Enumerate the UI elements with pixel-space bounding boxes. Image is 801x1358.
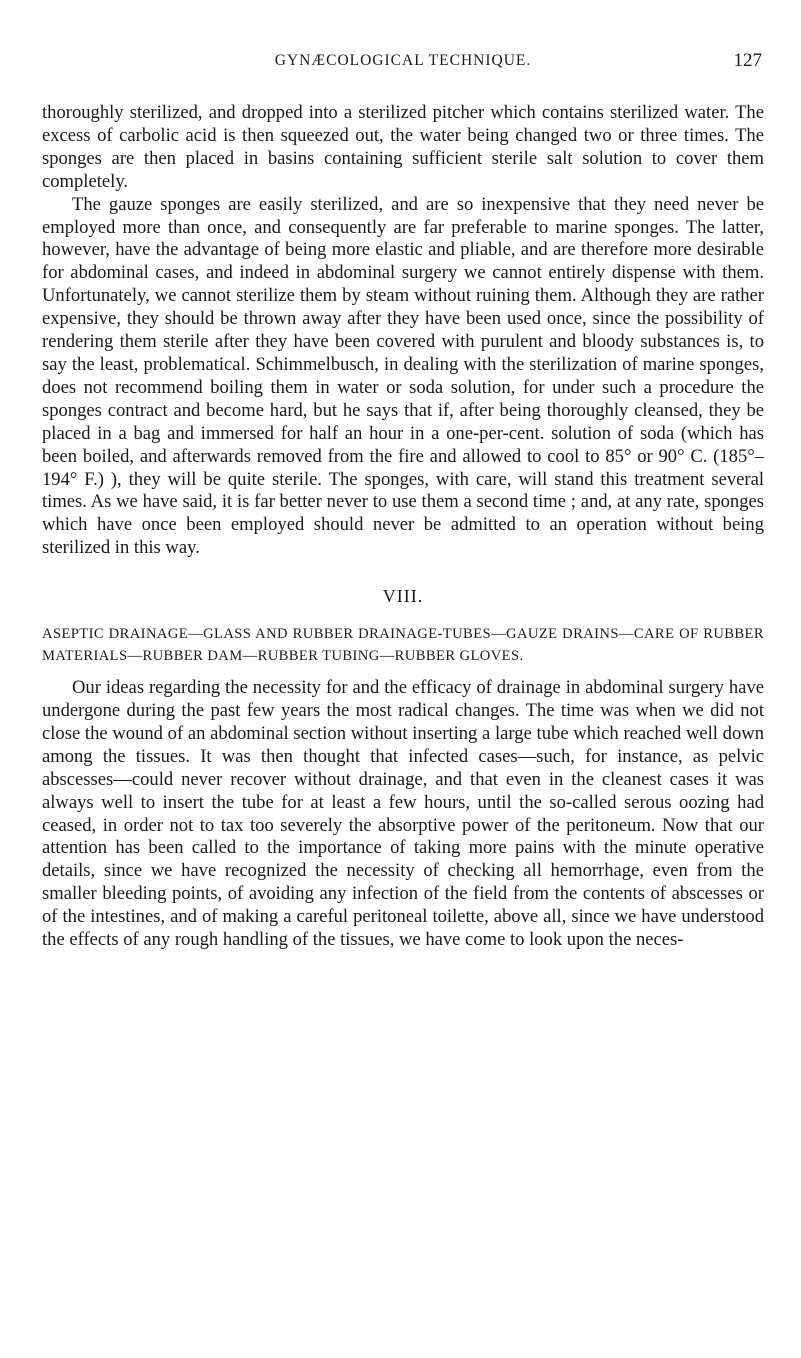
paragraph-sponges: The gauze sponges are easily sterilized, and are so inexpensive that they need never be employed more than once, and consequently are far preferable to marine sponges. The latter, however, have the advantage of being more elastic and pliable, and are therefore more desirable for abdominal cases, and indeed in abdominal surgery we cannot entirely dispense with them. Unfortunately, we cannot sterilize them by steam without ruining them. Although they are rather expensive, they should be thrown away after they have been used once, since the possibility of rendering them sterile after they have been covered with purulent and bloody substances is, to say the least, problematical. Schimmelbusch, in dealing with the sterilization of marine sponges, does not recommend boiling them in water or soda solution, for under such a procedure the sponges contract and become hard, but he says that if, after being thoroughly cleansed, they be placed in a bag and immersed for half an hour in a one-per-cent. solution of soda (which has been boiled, and afterwards removed from the fire and allowed to cool to 85° or 90° C. (185°–194° F.) ), they will be quite sterile. The sponges, with care, will stand this treatment several times. As we have said, it is far better never to use them a second time ; and, at any rate, sponges which have once been employed should never be admitted to an operation without being sterilized in this way. (42, 193, 764, 559)
paragraph-continued: thoroughly sterilized, and dropped into a sterilized pitcher which contains sterilized water. The excess of carbolic acid is then squeezed out, the water being changed two or three times. The sponges are then placed in basins containing sufficient sterile salt solution to cover them completely. (42, 102, 764, 192)
page-number: 127 (733, 50, 762, 71)
running-title: GYNÆCOLOGICAL TECHNIQUE. (274, 52, 532, 69)
section-number: VIII. (382, 586, 424, 607)
book-page (42, 52, 764, 952)
running-head (42, 52, 764, 80)
paragraph-drainage: Our ideas regarding the necessity for and the efficacy of drainage in abdominal surgery have undergone during the past few years the most radical changes. The time was when we did not close the wound of an abdominal section without inserting a large tube which reached well down among the tissues. It was then thought that infected cases—such, for instance, as pelvic abscesses—could never recover without drainage, and that even in the cleanest cases it was always well to insert the tube for at least a few hours, until the so-called serous oozing had ceased, in order not to tax too severely the absorptive power of the peritoneum. Now that our attention has been called to the importance of taking more pains with the minute operative details, since we have recognized the necessity of checking all hemorrhage, even from the smaller bleeding points, of avoiding any infection of the field from the contents of abscesses or of the intestines, and of making a careful peritoneal toilette, above all, since we have understood the effects of any rough handling of the tissues, we have come to look upon the neces- (42, 677, 764, 951)
section-heading: ASEPTIC DRAINAGE—GLASS AND RUBBER DRAINAGE-TUBES—GAUZE DRAINS—CARE OF RUBBER MATERIALS—RUBBER DAM—RUBBER TUBING—RUBBER GLOVES. (42, 626, 764, 665)
